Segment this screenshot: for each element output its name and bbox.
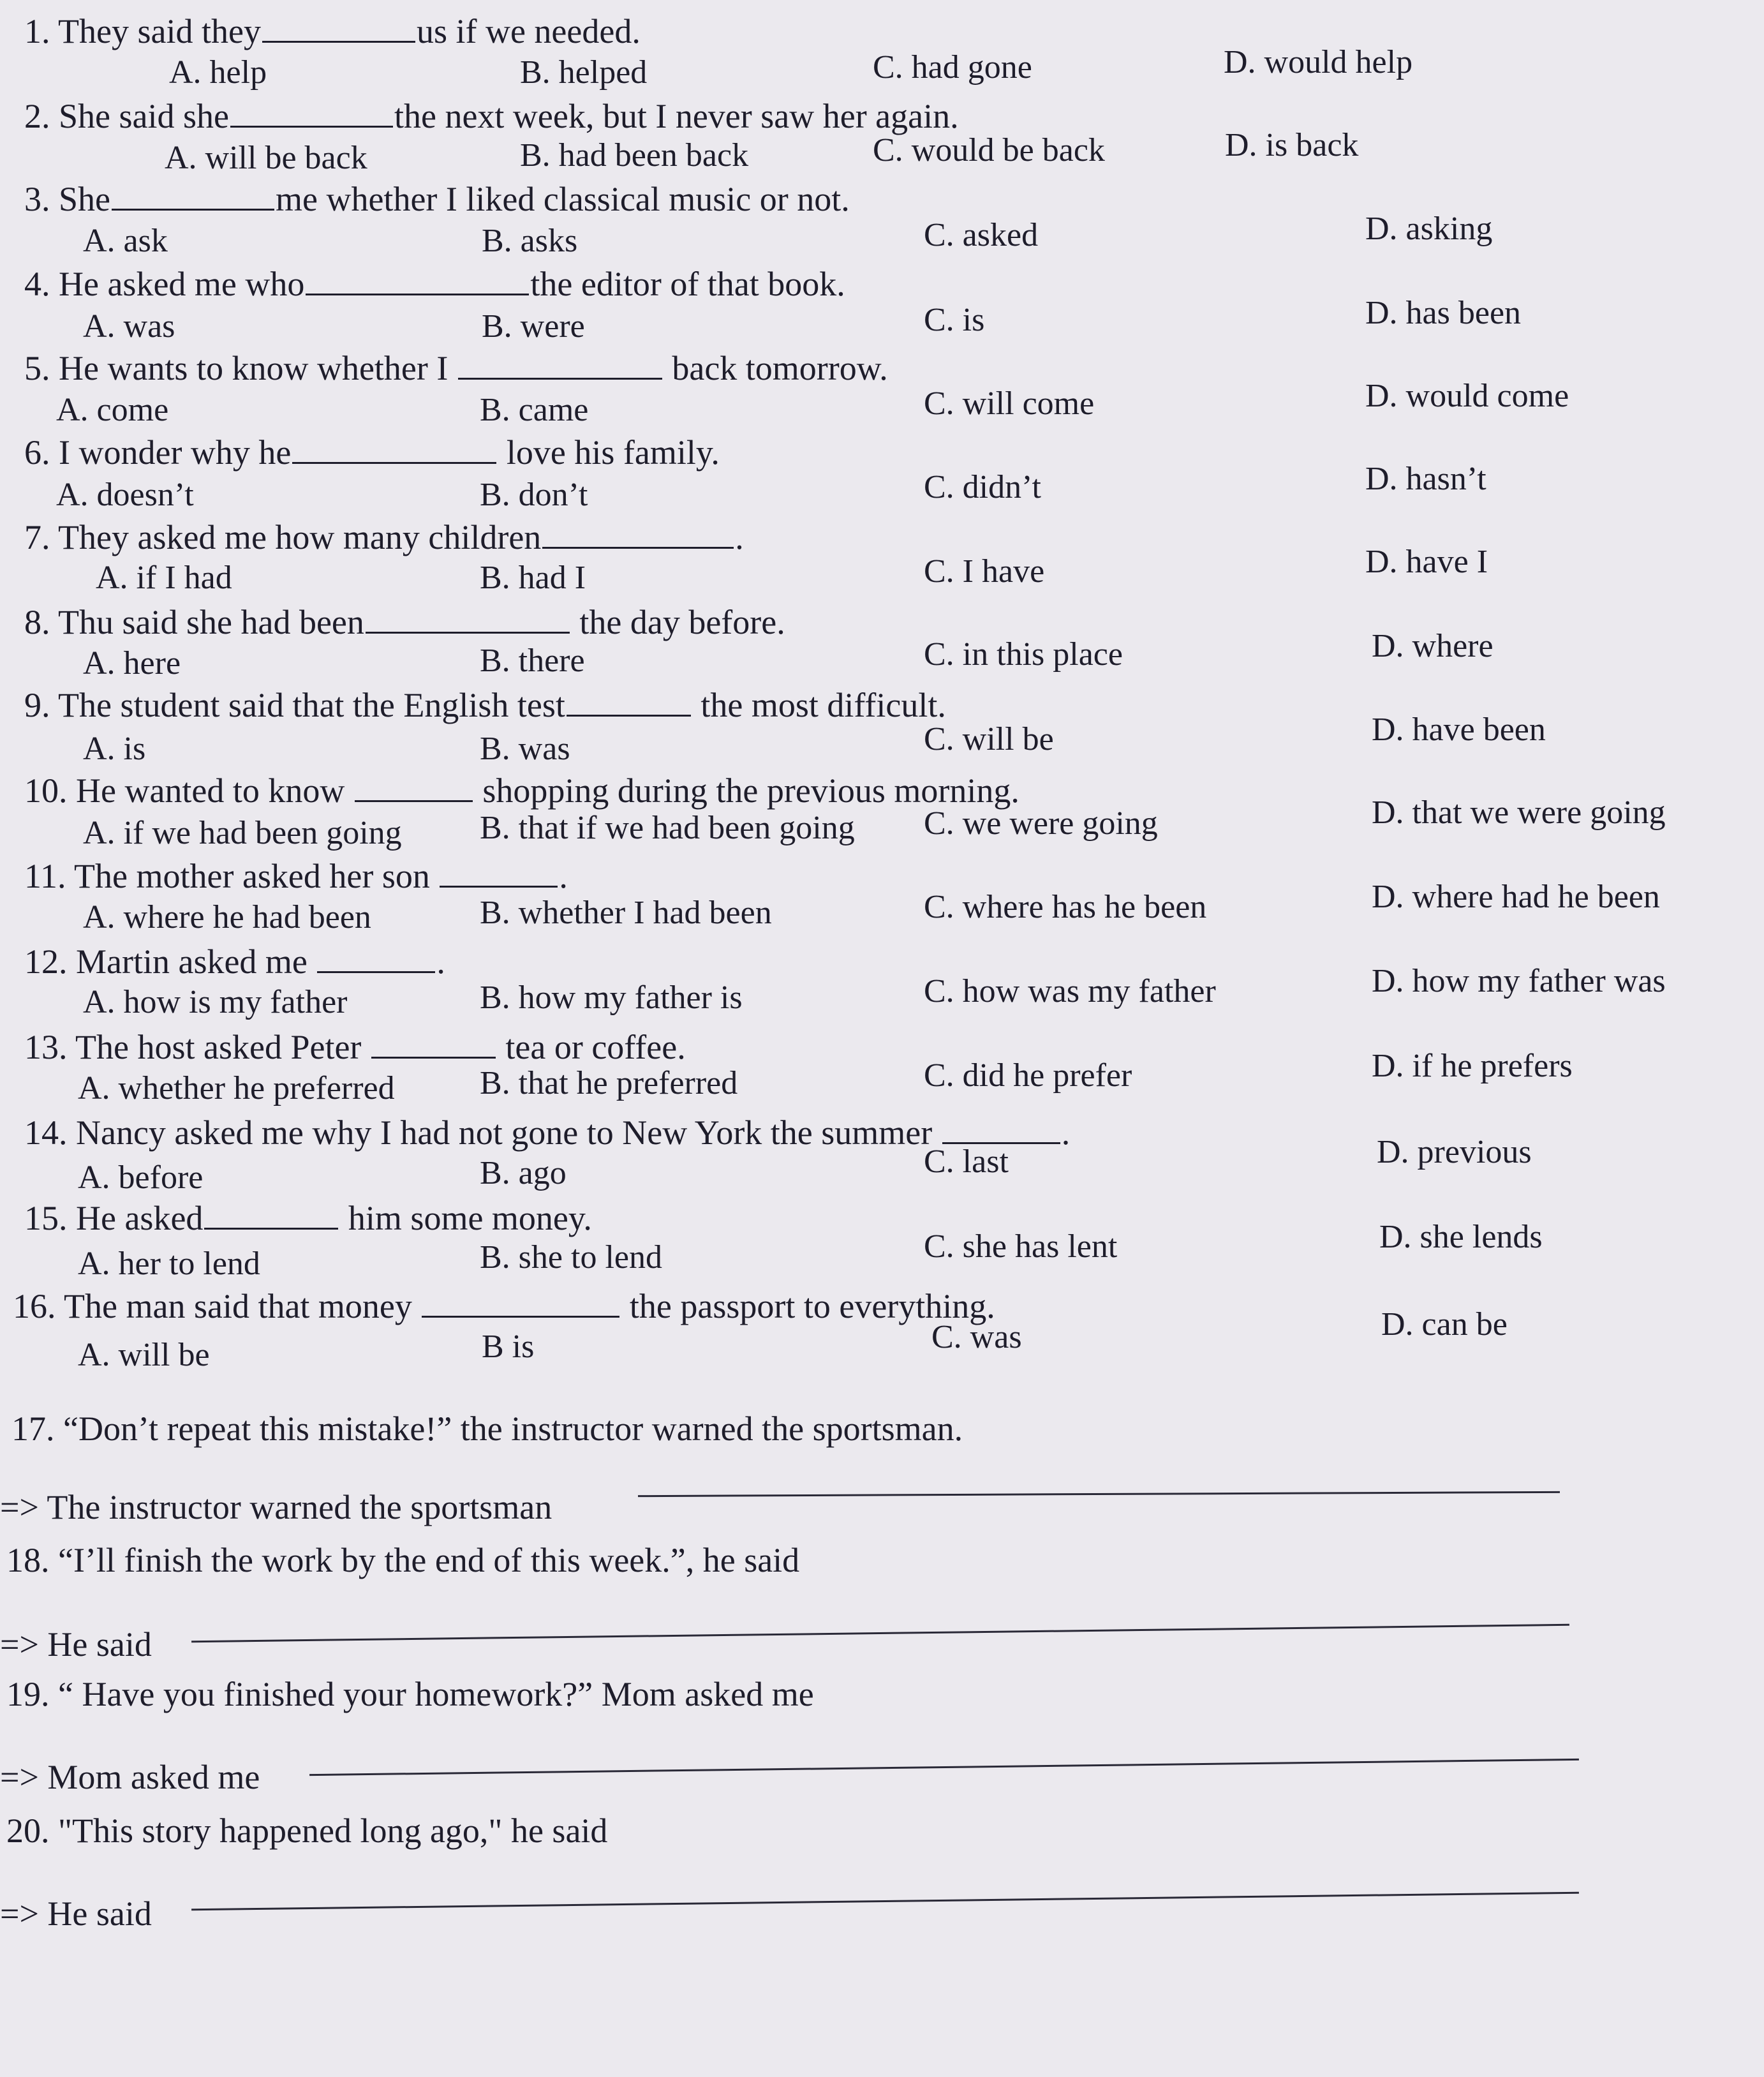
question-number: 6. (24, 433, 50, 472)
option-a: A. how is my father (83, 984, 348, 1020)
answer-blank (317, 969, 435, 973)
answer-blank (306, 291, 529, 295)
question-stem: She said she (59, 97, 229, 135)
question-stem-end: . (559, 857, 568, 895)
option-c: C. she has lent (924, 1228, 1118, 1265)
question-stem-end: him some money. (348, 1199, 592, 1237)
question-4 (24, 267, 845, 301)
question-stem: He wants to know whether I (59, 349, 448, 387)
option-d: D. if he prefers (1372, 1048, 1573, 1084)
option-b: B. that he preferred (480, 1065, 738, 1101)
answer-blank (366, 629, 570, 634)
option-c: C. was (931, 1319, 1022, 1355)
question-15 (24, 1201, 592, 1235)
option-a: A. will be (78, 1337, 210, 1373)
option-b: B. that if we had been going (480, 810, 855, 846)
question-number: 2. (24, 97, 50, 135)
option-c: C. will be (924, 721, 1054, 757)
question-stem: Martin asked me (76, 942, 308, 981)
option-a: A. if we had been going (83, 815, 402, 851)
option-b: B. whether I had been (480, 895, 772, 931)
option-b: B. she to lend (480, 1239, 662, 1276)
question-stem-end: us if we needed. (416, 12, 641, 50)
question-5 (24, 351, 888, 385)
question-stem: The man said that money (64, 1287, 412, 1325)
rewrite-18-lead: => He said (0, 1625, 152, 1664)
question-stem-end: the day before. (579, 603, 785, 641)
option-c: C. in this place (924, 636, 1123, 673)
option-c: C. is (924, 302, 985, 338)
option-d: D. has been (1365, 295, 1522, 331)
option-d: D. where (1372, 628, 1493, 664)
option-d: D. is back (1225, 127, 1359, 163)
answer-line (309, 1759, 1579, 1776)
option-b: B. asks (482, 223, 578, 259)
option-c: C. had gone (873, 49, 1032, 86)
rewrite-20-prompt: 20. "This story happened long ago," he said (6, 1812, 608, 1850)
question-14 (24, 1115, 1070, 1150)
answer-blank (440, 883, 558, 888)
question-stem-end: . (1061, 1113, 1071, 1152)
option-d: D. that we were going (1372, 794, 1666, 831)
option-c: C. did he prefer (924, 1057, 1132, 1094)
answer-blank (292, 459, 496, 464)
option-d: D. can be (1381, 1306, 1508, 1343)
question-number: 7. (24, 518, 50, 556)
question-stem: I wonder why he (59, 433, 292, 472)
rewrite-18-prompt: 18. “I’ll finish the work by the end of this week.”, he said (6, 1541, 800, 1579)
answer-blank (567, 712, 691, 717)
question-number: 15. (24, 1199, 68, 1237)
question-stem-end: love his family. (506, 433, 720, 472)
answer-line (191, 1892, 1579, 1911)
option-b: B. were (482, 308, 585, 345)
question-stem-end: me whether I liked classical music or not. (276, 180, 850, 218)
option-a: A. where he had been (83, 899, 371, 935)
answer-blank (230, 123, 393, 128)
question-number: 12. (24, 942, 68, 981)
answer-line (191, 1624, 1569, 1642)
option-b: B. had I (480, 560, 586, 596)
option-c: C. would be back (873, 132, 1105, 168)
question-stem-end: the passport to everything. (629, 1287, 995, 1325)
option-b: B. was (480, 731, 570, 767)
question-stem-end: shopping during the previous morning. (482, 771, 1019, 810)
question-number: 14. (24, 1113, 68, 1152)
option-d: D. hasn’t (1365, 461, 1486, 497)
question-16 (13, 1289, 995, 1323)
question-6 (24, 435, 720, 470)
rewrite-19-prompt: 19. “ Have you finished your homework?” Mom asked me (6, 1675, 814, 1713)
answer-blank (542, 544, 734, 549)
question-stem-end: the most difficult. (700, 686, 946, 724)
option-c: C. we were going (924, 805, 1158, 842)
option-c: C. asked (924, 217, 1039, 253)
question-number: 3. (24, 180, 50, 218)
option-a: A. here (83, 645, 181, 681)
question-1 (24, 14, 641, 48)
option-a: A. help (169, 54, 267, 91)
option-d: D. how my father was (1372, 963, 1666, 999)
question-3 (24, 182, 850, 216)
option-c: C. didn’t (924, 469, 1041, 505)
question-stem: Nancy asked me why I had not gone to New York the summer (76, 1113, 933, 1152)
question-stem: Thu said she had been (58, 603, 364, 641)
question-2 (24, 99, 959, 133)
question-stem-end: back tomorrow. (672, 349, 888, 387)
option-b: B. came (480, 392, 589, 428)
option-c: C. will come (924, 385, 1095, 422)
option-a: A. will be back (165, 140, 367, 176)
answer-blank (458, 375, 662, 380)
question-number: 5. (24, 349, 50, 387)
option-b: B is (482, 1329, 535, 1365)
option-a: A. before (78, 1159, 204, 1196)
question-stem-end: the editor of that book. (530, 265, 845, 303)
question-stem-end: . (735, 518, 744, 556)
question-number: 1. (24, 12, 50, 50)
option-b: B. there (480, 643, 585, 679)
answer-line (638, 1491, 1560, 1497)
option-d: D. have been (1372, 711, 1546, 748)
question-number: 13. (24, 1028, 68, 1066)
option-a: A. whether he preferred (78, 1070, 395, 1106)
option-d: D. previous (1377, 1134, 1532, 1170)
question-stem: They said they (58, 12, 261, 50)
option-d: D. would help (1224, 44, 1413, 80)
option-d: D. have I (1365, 544, 1488, 580)
rewrite-17-lead: => The instructor warned the sportsman (0, 1488, 552, 1526)
option-a: A. is (83, 731, 146, 767)
option-a: A. doesn’t (56, 477, 194, 513)
question-number: 16. (13, 1287, 56, 1325)
question-stem: They asked me how many children (58, 518, 542, 556)
option-a: A. was (83, 308, 175, 345)
answer-blank (355, 798, 473, 802)
question-stem: He wanted to know (76, 771, 345, 810)
question-11 (24, 859, 568, 893)
question-number: 10. (24, 771, 68, 810)
option-a: A. if I had (96, 560, 232, 596)
option-a: A. her to lend (78, 1246, 260, 1282)
rewrite-19-lead: => Mom asked me (0, 1758, 260, 1796)
question-number: 4. (24, 265, 50, 303)
option-d: D. asking (1365, 211, 1493, 247)
answer-blank (422, 1313, 619, 1318)
option-d: D. where had he been (1372, 879, 1660, 915)
question-8 (24, 605, 785, 639)
question-stem: He asked (76, 1199, 204, 1237)
question-stem: She (59, 180, 110, 218)
question-stem: He asked me who (59, 265, 305, 303)
answer-blank (262, 38, 415, 43)
option-c: C. last (924, 1143, 1009, 1180)
option-c: C. I have (924, 553, 1045, 590)
answer-blank (204, 1225, 338, 1230)
option-b: B. helped (520, 54, 648, 91)
option-d: D. would come (1365, 378, 1569, 414)
question-stem-end: the next week, but I never saw her again. (394, 97, 959, 135)
question-number: 8. (24, 603, 50, 641)
option-b: B. ago (480, 1155, 567, 1191)
question-7 (24, 520, 744, 555)
question-10 (24, 773, 1019, 808)
answer-blank (371, 1054, 496, 1059)
option-b: B. don’t (480, 477, 588, 513)
question-stem-end: . (436, 942, 445, 981)
rewrite-17-prompt: 17. “Don’t repeat this mistake!” the instructor warned the sportsman. (11, 1410, 963, 1448)
option-a: A. come (56, 392, 169, 428)
question-number: 11. (24, 857, 66, 895)
option-c: C. where has he been (924, 889, 1207, 925)
answer-blank (112, 206, 274, 211)
question-stem: The mother asked her son (74, 857, 430, 895)
question-stem-end: tea or coffee. (505, 1028, 686, 1066)
option-d: D. she lends (1379, 1219, 1543, 1255)
question-stem: The student said that the English test (58, 686, 565, 724)
option-b: B. had been back (520, 137, 749, 174)
option-c: C. how was my father (924, 973, 1216, 1009)
rewrite-20-lead: => He said (0, 1895, 152, 1933)
question-13 (24, 1030, 686, 1064)
question-number: 9. (24, 686, 50, 724)
question-stem: The host asked Peter (75, 1028, 362, 1066)
option-b: B. how my father is (480, 979, 743, 1016)
question-12 (24, 944, 445, 979)
question-9 (24, 688, 946, 722)
option-a: A. ask (83, 223, 168, 259)
